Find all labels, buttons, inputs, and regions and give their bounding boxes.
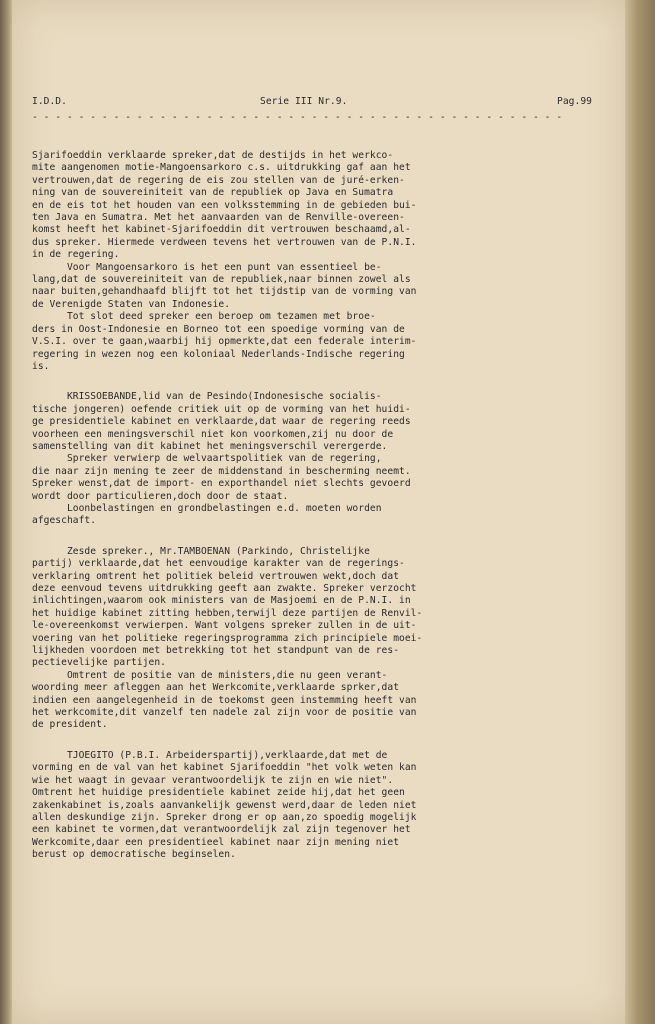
text-line: ders in Oost-Indonesie en Borneo tot een spoedige vorming van de xyxy=(32,323,405,335)
document-body xyxy=(32,150,612,862)
text-line: verklaring omtrent het politiek beleid vertrouwen wekt,doch dat xyxy=(32,570,400,582)
text-line: het werkcomite,dit vanzelf ten nadele zal zijn voor de positie van xyxy=(32,707,417,719)
text-line: dus spreker. Hiermede verdween tevens het vertrouwen van de P.N.I. xyxy=(32,236,417,248)
text-line: Tot slot deed spreker een beroep om tezamen met broe- xyxy=(32,311,376,323)
text-line: is. xyxy=(32,360,50,372)
text-line: in de regering. xyxy=(32,249,120,261)
text-line: vorming en de val van het kabinet Sjarifoeddin "het volk weten kan xyxy=(32,762,417,774)
text-line: lang,dat de souvereiniteit van de republiek,naar binnen zowel als xyxy=(32,274,411,286)
paragraph-gap xyxy=(32,373,612,391)
text-line: samenstelling van dit kabinet het meningsverschil verergerde. xyxy=(32,440,388,452)
text-line: allen deskundige zijn. Spreker drong er op aan,zo spoedig mogelijk xyxy=(32,811,417,823)
text-line: het huidige kabinet zitting hebben,terwijl deze partijen de Renvil- xyxy=(32,607,423,619)
text-line: Spreker verwierp de welvaartspolitiek van de regering, xyxy=(32,453,382,465)
text-line: berust op democratische beginselen. xyxy=(32,849,236,861)
text-line: naar buiten,gehandhaafd blijft tot het tijdstip van de vorming van xyxy=(32,286,417,298)
text-line: Spreker wenst,dat de import- en exporthandel niet slechts gevoerd xyxy=(32,478,411,490)
text-line: Sjarifoeddin verklaarde spreker,dat de destijds in het werkco- xyxy=(32,150,394,161)
text-line: die naar zijn mening te zeer de middenstand in bescherming neemt. xyxy=(32,465,411,477)
text-line: indien een aangelegenheid in de toekomst geen instemming heeft van xyxy=(32,694,417,706)
text-line: mite aangenomen motie-Mangoensarkoro c.s. uitdrukking gaf aan het xyxy=(32,162,411,174)
text-line: Omtrent de positie van de ministers,die nu geen verant- xyxy=(32,669,388,681)
paragraph xyxy=(32,750,612,862)
text-line: ning van de souvereiniteit van de republiek op Java en Sumatra xyxy=(32,187,394,199)
text-line: tische jongeren) oefende critiek uit op de vorming van het huidi- xyxy=(32,403,411,415)
text-line: ten Java en Sumatra. Met het aanvaarden van de Renville-overeen- xyxy=(32,212,405,224)
text-line: partij) verklaarde,dat het eenvoudige karakter van de regerings- xyxy=(32,558,405,570)
text-line: V.S.I. over te gaan,waarbij hij opmerkte,dat een federale interim- xyxy=(32,336,417,348)
document-page xyxy=(12,0,626,1024)
paragraph xyxy=(32,391,612,527)
text-line: komst heeft het kabinet-Sjarifoeddin dit vertrouwen beschaamd,al- xyxy=(32,224,411,236)
text-line: de Verenigde Staten van Indonesie. xyxy=(32,298,231,310)
text-line: regering in wezen nog een koloniaal Nederlands-Indische regering xyxy=(32,348,405,360)
text-line: Omtrent het huidige presidentiele kabinet zeide hij,dat het geen xyxy=(32,787,405,799)
header-series: Serie III Nr.9. xyxy=(260,96,348,107)
text-line: een kabinet te vormen,dat verantwoordelijk zal zijn tegenover het xyxy=(32,824,411,836)
text-line: lijkheden voordoen met betrekking tot het standpunt van de res- xyxy=(32,645,400,657)
page-header xyxy=(32,96,592,110)
text-line: inlichtingen,waarom ook ministers van de Masjoemi en de P.N.I. in xyxy=(32,595,411,607)
text-line: deze eenvoud tevens uitdrukking geeft aan zwakte. Spreker verzocht xyxy=(32,583,417,594)
paragraph-gap xyxy=(32,732,612,750)
text-line: ge presidentiele kabinet en verklaarde,dat waar de regering reeds xyxy=(32,416,411,428)
text-line: Loonbelastingen en grondbelastingen e.d. moeten worden xyxy=(32,502,382,514)
header-org: I.D.D. xyxy=(32,96,67,107)
text-line: wordt door particulieren,doch door de staat. xyxy=(32,490,289,502)
next-page-edge xyxy=(625,0,655,1024)
text-line: Zesde spreker., Mr.TAMBOENAN (Parkindo, Christelijke xyxy=(32,545,370,557)
text-line: wie het waagt in gevaar verantwoordelijk te zijn en wie niet". xyxy=(32,774,394,786)
text-line: Voor Mangoensarkoro is het een punt van essentieel be- xyxy=(32,261,382,273)
paragraph xyxy=(32,546,612,732)
text-line: zakenkabinet is,zoals aanvankelijk gewenst werd,daar de leden niet xyxy=(32,799,417,811)
text-line: voering van het politieke regeringsprogramma zich principiele moei- xyxy=(32,632,423,644)
paragraph xyxy=(32,150,612,373)
text-line: KRISSOEBANDE,lid van de Pesindo(Indonesische socialis- xyxy=(32,391,382,403)
text-line: en de eis tot het houden van een volksstemming in de gebieden bui- xyxy=(32,199,417,211)
text-line: vertrouwen,dat de regering de eis zou stellen van de juré-erken- xyxy=(32,174,405,186)
header-page-number: Pag.99 xyxy=(557,96,592,107)
text-line: de president. xyxy=(32,719,108,731)
text-line: le-overeenkomst verwierpen. Want volgens spreker zullen in de uit- xyxy=(32,620,417,632)
text-line: Werkcomite,daar een presidentieel kabinet naar zijn mening niet xyxy=(32,836,400,848)
text-line: voorheen een meningsverschil niet kon voorkomen,zij nu door de xyxy=(32,428,394,440)
text-line: afgeschaft. xyxy=(32,515,97,527)
text-line: woording meer afleggen aan het Werkcomite,verklaarde sprker,dat xyxy=(32,682,400,694)
text-line: pectievelijke partijen. xyxy=(32,657,166,669)
header-rule: - - - - - - - - - - - - - - - - - - - - - - - - - - - - - - - - - - - - - - - - - - - - - - xyxy=(32,112,563,123)
text-line: TJOEGITO (P.B.I. Arbeiderspartij),verklaarde,dat met de xyxy=(32,749,388,761)
paragraph-gap xyxy=(32,528,612,546)
